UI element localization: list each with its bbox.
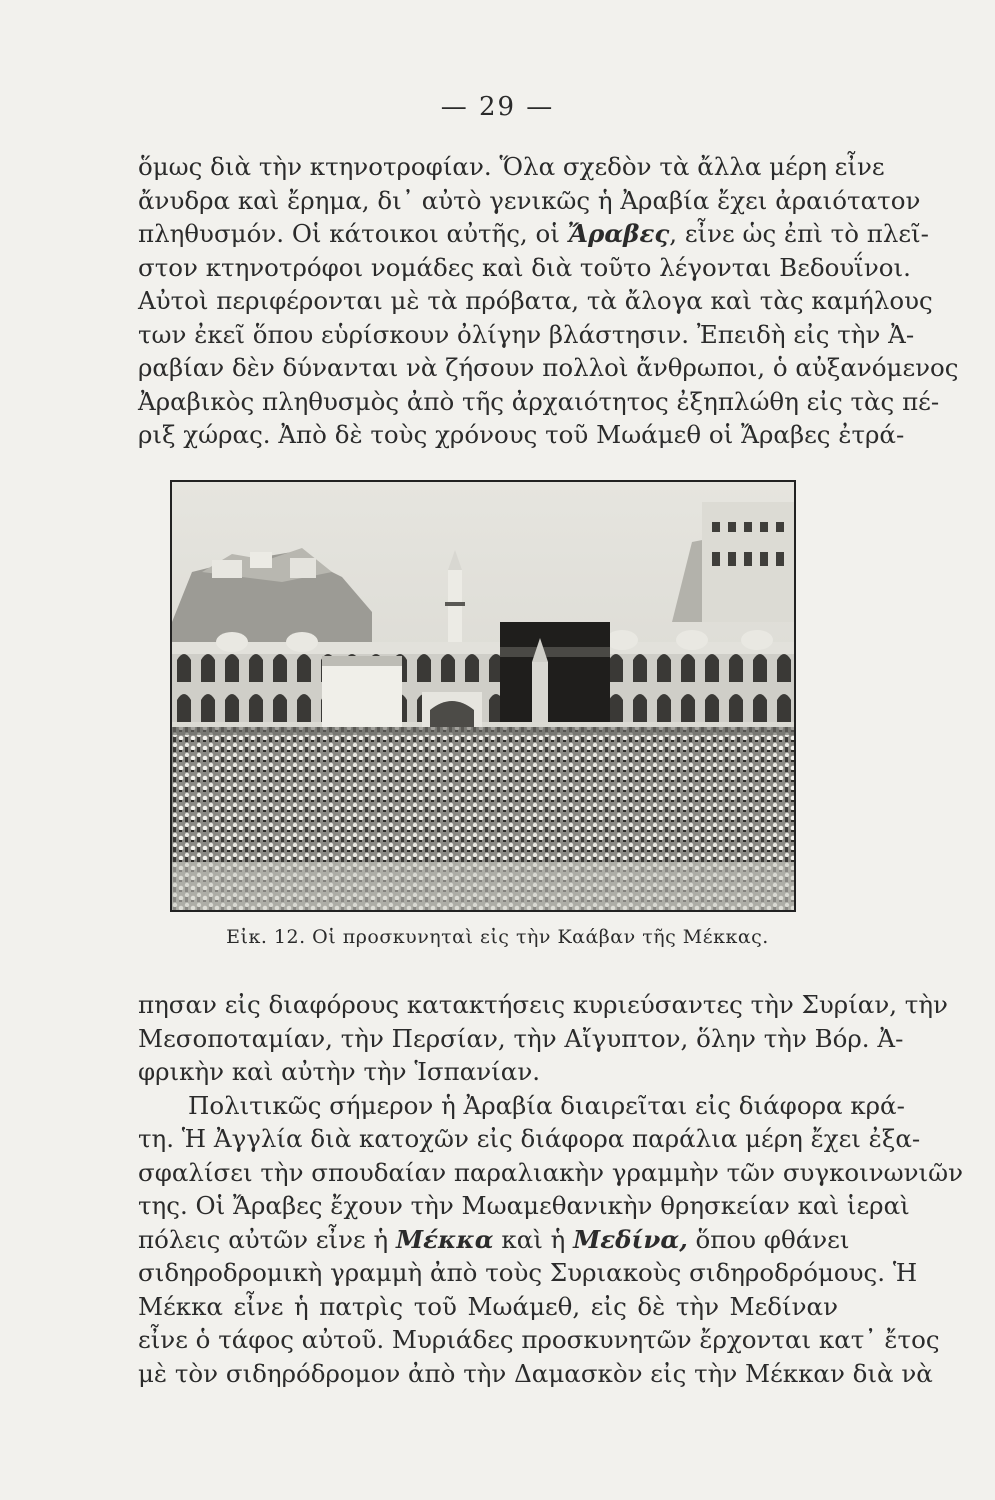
- text-line: πησαν εἰς διαφόρους κατακτήσεις κυριεύσαντες τὴν Συρίαν, τὴν: [138, 990, 948, 1019]
- text-line: ἄνυδρα καὶ ἔρημα, δι᾽ αὐτὸ γενικῶς ἡ Ἀραβία ἔχει ἀραιότατον: [138, 185, 921, 215]
- text-line: Πολιτικῶς σήμερον ἡ Ἀραβία διαιρεῖται εἰς διάφορα κρά-: [188, 1090, 905, 1120]
- text-line: Αὐτοὶ περιφέρονται μὲ τὰ πρόβατα, τὰ ἄλογα καὶ τὰς καμήλους: [138, 286, 933, 315]
- page-number: — 29 —: [440, 92, 555, 122]
- text-line: Ἀραβικὸς πληθυσμὸς ἀπὸ τῆς ἀρχαιότητος ἐξηπλώθη εἰς τὰς πέ-: [138, 386, 940, 416]
- text-line: της. Οἱ Ἄραβες ἔχουν τὴν Μωαμεθανικὴν θρησκείαν καὶ ἱεραὶ: [138, 1191, 910, 1220]
- emphasis-mekka: Μέκκα: [396, 1224, 494, 1254]
- text-line: [138, 1223, 850, 1257]
- text-fragment: ὅπου φθάνει: [695, 1224, 850, 1254]
- text-line: των ἐκεῖ ὅπου εὑρίσκουν ὀλίγην βλάστησιν. Ἐπειδὴ εἰς τὴν Ἀ-: [138, 319, 915, 349]
- text-line: μὲ τὸν σιδηρόδρομον ἀπὸ τὴν Δαμασκὸν εἰς τὴν Μέκκαν διὰ νὰ: [138, 1358, 933, 1388]
- top-paragraph: [138, 150, 959, 452]
- text-line: ριξ χώρας. Ἀπὸ δὲ τοὺς χρόνους τοῦ Μωάμεθ οἱ Ἄραβες ἐτρά-: [138, 420, 905, 449]
- text-line: [138, 217, 929, 251]
- text-line: φρικὴν καὶ αὐτὴν τὴν Ἱσπανίαν.: [138, 1057, 541, 1086]
- kaaba-photograph: [170, 480, 796, 912]
- text-line: ραβίαν δὲν δύνανται νὰ ζήσουν πολλοὶ ἄνθρωποι, ὁ αὐξανόμενος: [138, 353, 959, 382]
- figure-caption: Εἰκ. 12. Οἱ προσκυνηταὶ εἰς τὴν Καάβαν τῆς Μέκκας.: [226, 926, 769, 948]
- text-fragment: καὶ ἡ: [501, 1224, 566, 1254]
- text-line: σιδηροδρομικὴ γραμμὴ ἀπὸ τοὺς Συριακοὺς σιδηροδρόμους. Ἡ: [138, 1258, 918, 1287]
- photo-illustration: [172, 482, 794, 910]
- text-fragment: πληθυσμόν. Οἱ κάτοικοι αὐτῆς, οἱ: [138, 219, 560, 248]
- text-line: Μεσοποταμίαν, τὴν Περσίαν, τὴν Αἴγυπτον, ὅλην τὴν Βόρ. Ἀ-: [138, 1023, 904, 1053]
- text-fragment: πόλεις αὐτῶν εἶνε ἡ: [138, 1224, 389, 1254]
- text-fragment: , εἶνε ὡς ἐπὶ τὸ πλεῖ-: [669, 219, 929, 248]
- text-line: ὅμως διὰ τὴν κτηνοτροφίαν. Ὅλα σχεδὸν τὰ ἄλλα μέρη εἶνε: [138, 152, 885, 181]
- text-line: Μέκκα εἶνε ἡ πατρὶς τοῦ Μωάμεθ, εἰς δὲ τὴν Μεδίναν: [138, 1291, 838, 1321]
- text-line: σφαλίσει τὴν σπουδαίαν παραλιακὴν γραμμὴν τῶν συγκοινωνιῶν: [138, 1157, 964, 1187]
- text-line: εἶνε ὁ τάφος αὐτοῦ. Μυριάδες προσκυνητῶν ἔρχονται κατ᾽ ἔτος: [138, 1325, 940, 1354]
- text-line: στον κτηνοτρόφοι νομάδες καὶ διὰ τοῦτο λέγονται Βεδουΐνοι.: [138, 252, 911, 282]
- bottom-paragraph: [138, 988, 964, 1390]
- emphasis-medina: Μεδίνα,: [573, 1224, 688, 1254]
- emphasis-arabes: Ἄραβες: [567, 219, 670, 248]
- text-line: τη. Ἡ Ἀγγλία διὰ κατοχῶν εἰς διάφορα παράλια μέρη ἔχει ἐξα-: [138, 1124, 921, 1153]
